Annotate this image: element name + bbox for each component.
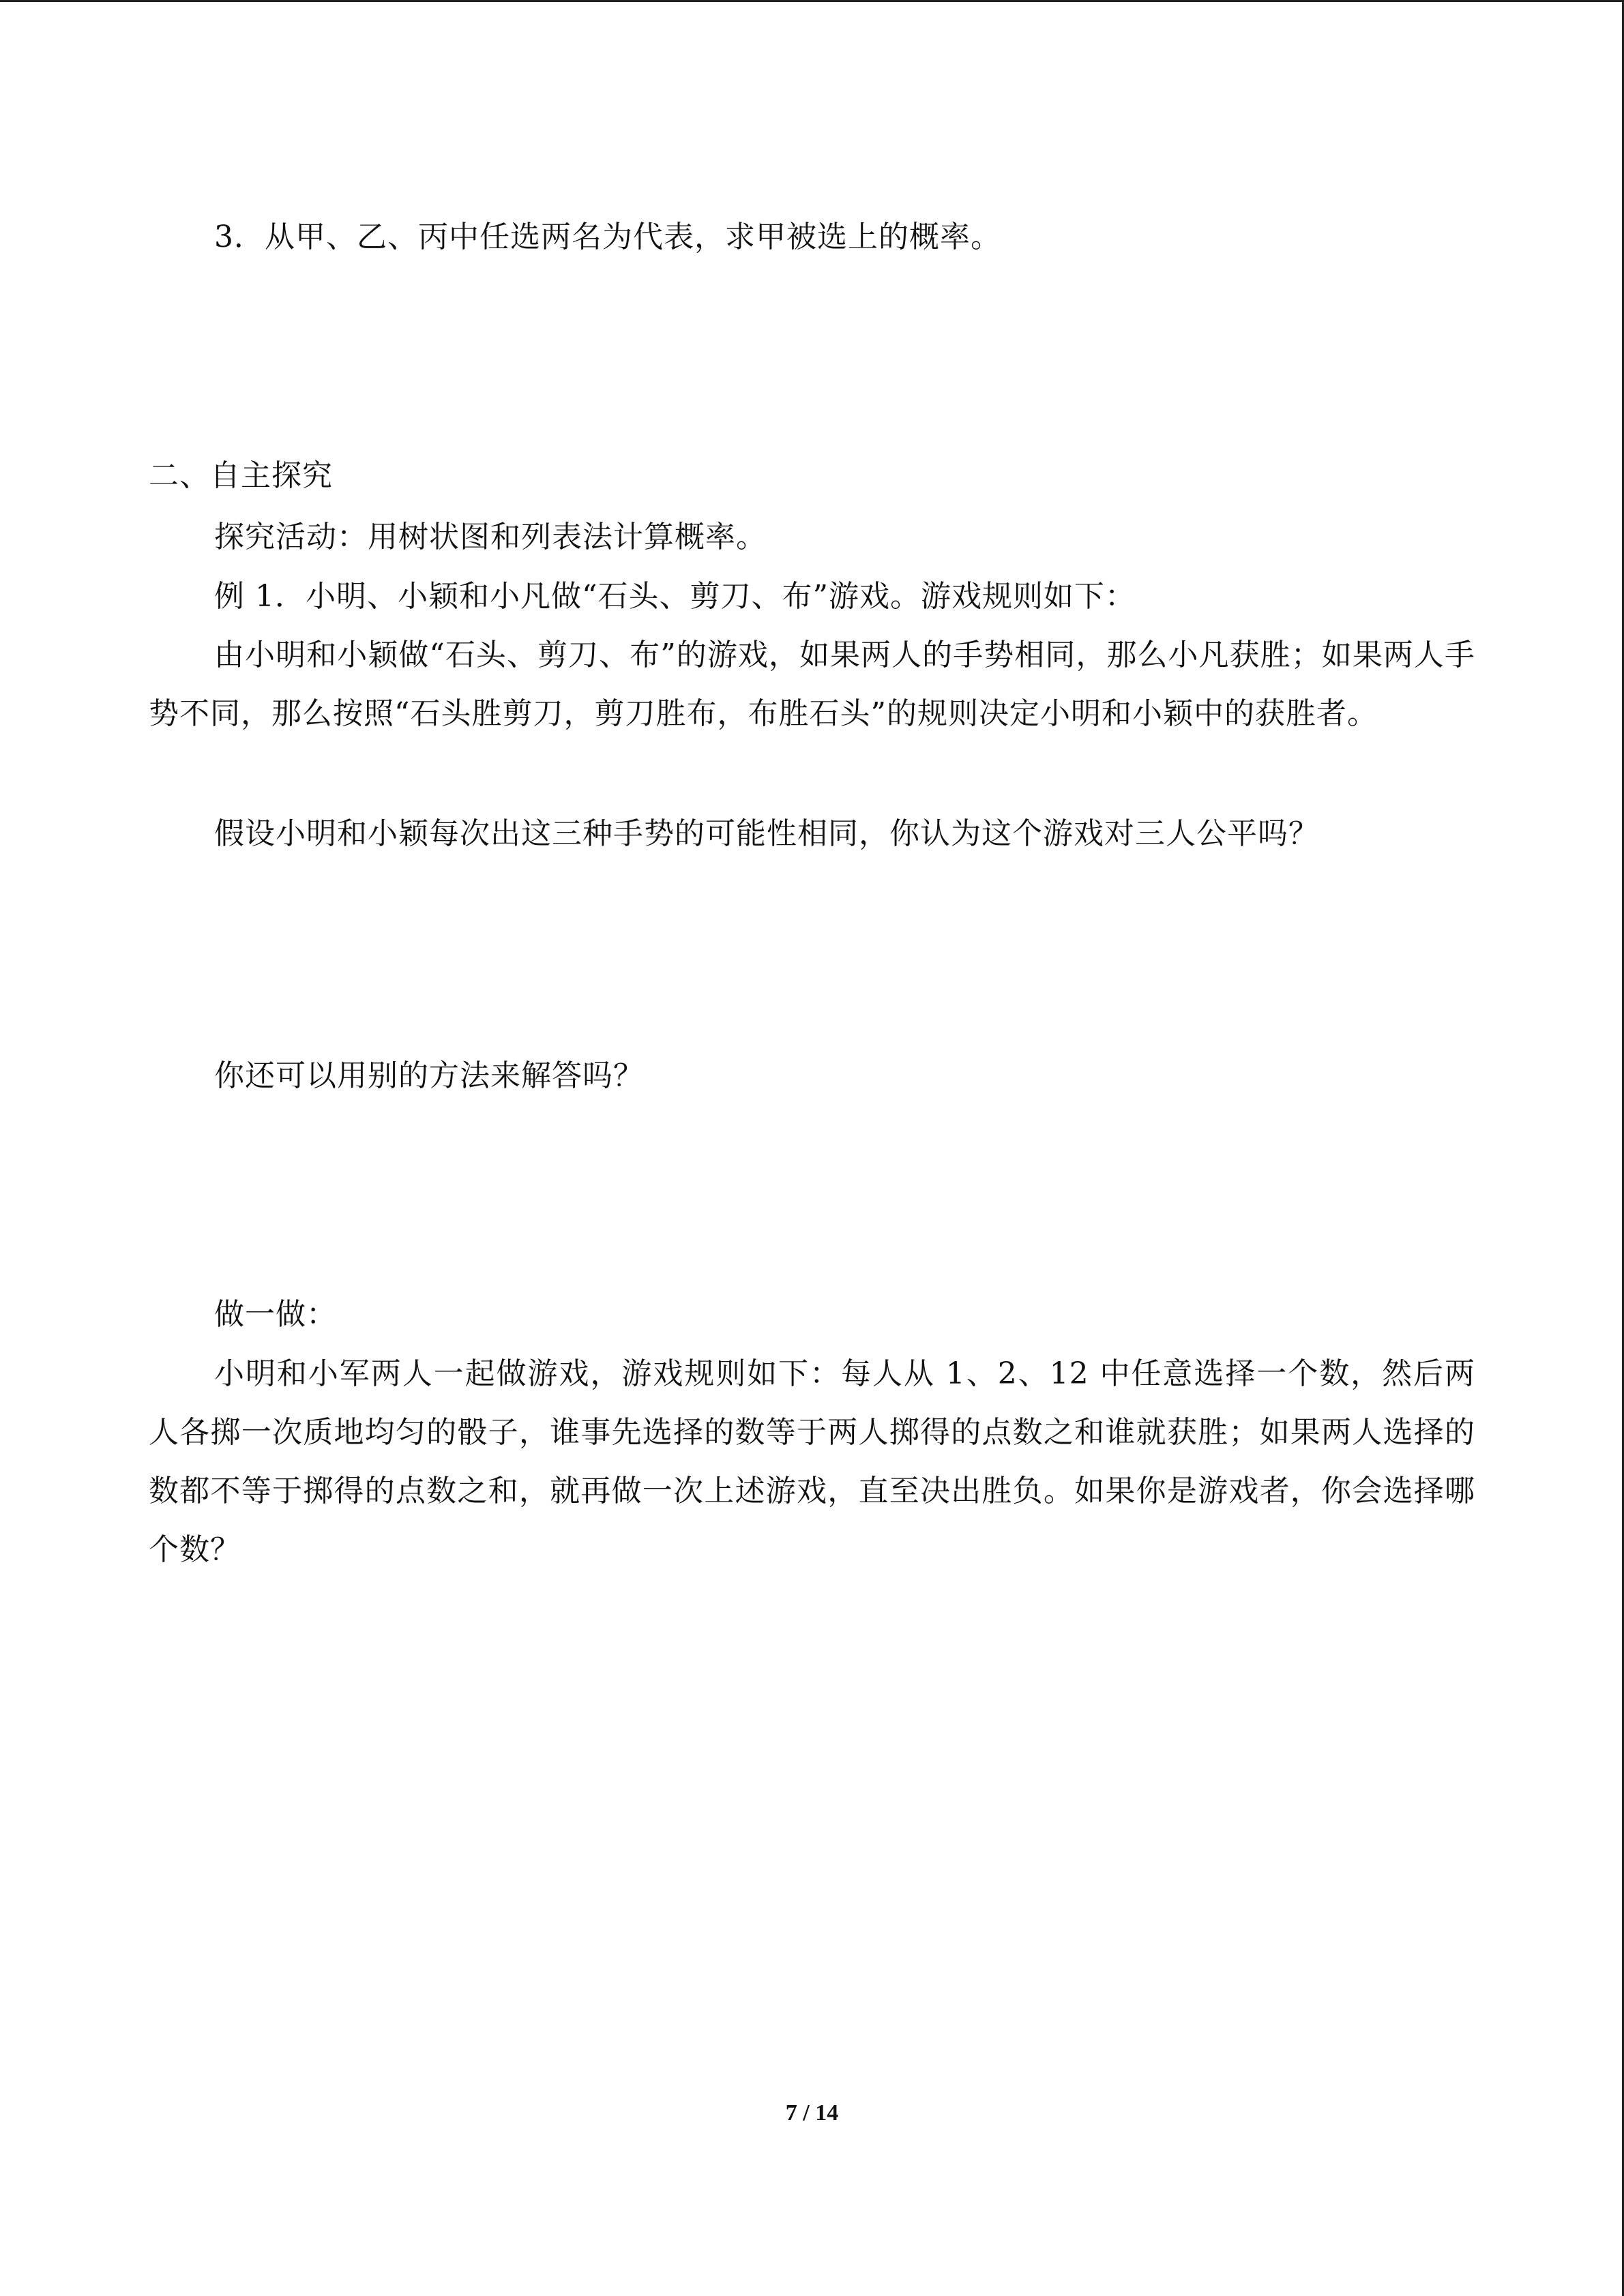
example-title: 例 1．小明、小颖和小凡做“石头、剪刀、布”游戏。游戏规则如下： <box>214 579 1136 614</box>
page-number: 7 / 14 <box>785 2100 839 2126</box>
example-question: 假设小明和小颖每次出这三种手势的可能性相同，你认为这个游戏对三人公平吗？ <box>214 816 1319 851</box>
question-3: 3．从甲、乙、丙中任选两名为代表，求甲被选上的概率。 <box>214 220 1001 254</box>
practice-heading: 做一做： <box>214 1297 337 1332</box>
section-heading: 二、自主探究 <box>149 458 333 493</box>
practice-text: 小明和小军两人一起做游戏，游戏规则如下：每人从 1、2、12 中任意选择一个数，然后两人各掷一次质地均匀的骰子，谁事先选择的数等于两人掷得的点数之和谁就获胜；如果两人选择的数都不等于掷得的点数之和，就再做一次上述游戏，直至决出胜负。如果你是游戏者，你会选择哪个数？ <box>149 1356 1475 1567</box>
activity-text: 探究活动：用树状图和列表法计算概率。 <box>214 520 767 554</box>
example-rules: 由小明和小颖做“石头、剪刀、布”的游戏，如果两人的手势相同，那么小凡获胜；如果两人手势不同，那么按照“石头胜剪刀，剪刀胜布，布胜石头”的规则决定小明和小颖中的获胜者。 <box>149 638 1475 731</box>
top-border-line <box>0 0 1624 2</box>
other-method-question: 你还可以用别的方法来解答吗？ <box>214 1058 644 1093</box>
